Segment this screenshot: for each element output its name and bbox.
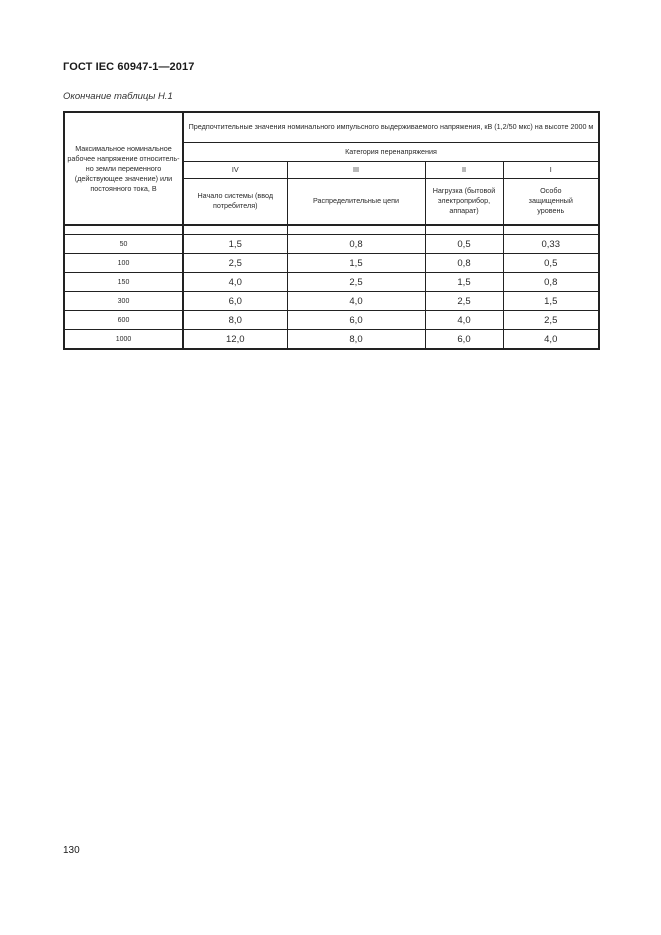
- voltage-cell: 100: [64, 254, 183, 273]
- voltage-cell: 300: [64, 292, 183, 311]
- category-i-cell: I: [503, 161, 599, 178]
- category-ii-cell: II: [425, 161, 503, 178]
- value-cell: 1,5: [287, 254, 425, 273]
- value-cell: 12,0: [183, 330, 287, 350]
- category-desc-iv: Начало системы (ввод потребителя): [183, 178, 287, 225]
- value-cell: 0,8: [287, 235, 425, 254]
- table-caption: Окончание таблицы Н.1: [63, 91, 173, 102]
- value-cell: 4,0: [183, 273, 287, 292]
- table-row: [64, 311, 599, 330]
- value-cell: 4,0: [425, 311, 503, 330]
- document-header: ГОСТ IEC 60947-1—2017: [63, 61, 195, 73]
- value-cell: 0,8: [425, 254, 503, 273]
- category-iv-cell: IV: [183, 161, 287, 178]
- value-cell: 0,5: [503, 254, 599, 273]
- table-row: [64, 292, 599, 311]
- voltage-cell: 50: [64, 235, 183, 254]
- table-row: [64, 235, 599, 254]
- voltage-cell: 600: [64, 311, 183, 330]
- value-cell: 4,0: [287, 292, 425, 311]
- value-cell: 6,0: [287, 311, 425, 330]
- value-cell: 6,0: [183, 292, 287, 311]
- category-iii-cell: III: [287, 161, 425, 178]
- voltage-cell: 1000: [64, 330, 183, 350]
- row-header-cell: Максимальное номинальное рабочее напряжение относитель-но земли переменного (действующее значение) или постоянного тока, В: [64, 112, 183, 225]
- page-number: 130: [63, 845, 80, 856]
- category-desc-iii: Распределительные цепи: [287, 178, 425, 225]
- group-header-cell: Предпочтительные значения номинального импульсного выдерживаемого напряжения, кВ (1,2/50 мкс) на высоте 2000 м: [183, 112, 599, 142]
- value-cell: 1,5: [183, 235, 287, 254]
- overvoltage-table: [63, 111, 600, 350]
- value-cell: 4,0: [503, 330, 599, 350]
- value-cell: 0,5: [425, 235, 503, 254]
- spacer-row: [64, 225, 599, 235]
- table-row: [64, 330, 599, 350]
- value-cell: 1,5: [503, 292, 599, 311]
- category-desc-i: Особо защищенный уровень: [503, 178, 599, 225]
- value-cell: 2,5: [183, 254, 287, 273]
- value-cell: 1,5: [425, 273, 503, 292]
- table-row: [64, 273, 599, 292]
- value-cell: 2,5: [425, 292, 503, 311]
- value-cell: 8,0: [183, 311, 287, 330]
- value-cell: 6,0: [425, 330, 503, 350]
- value-cell: 0,33: [503, 235, 599, 254]
- category-desc-ii: Нагрузка (бытовой электроприбор, аппарат): [425, 178, 503, 225]
- value-cell: 8,0: [287, 330, 425, 350]
- table-row: [64, 254, 599, 273]
- value-cell: 2,5: [287, 273, 425, 292]
- value-cell: 0,8: [503, 273, 599, 292]
- category-header-cell: Категория перенапряжения: [183, 142, 599, 161]
- voltage-cell: 150: [64, 273, 183, 292]
- value-cell: 2,5: [503, 311, 599, 330]
